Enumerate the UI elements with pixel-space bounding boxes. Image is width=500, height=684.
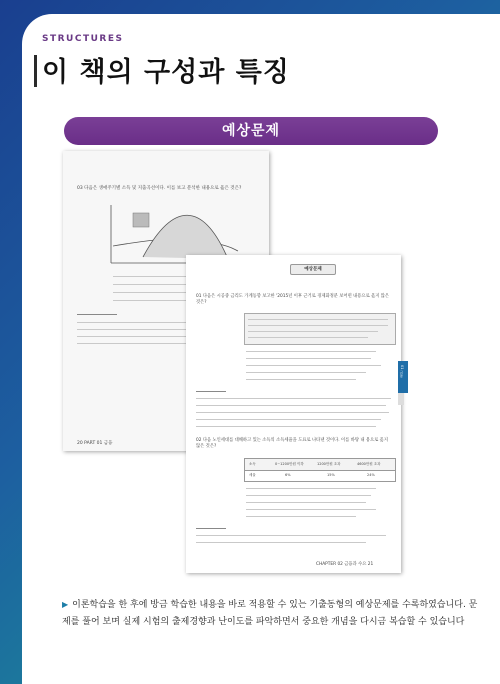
play-arrow-icon: ▶ [62, 600, 69, 609]
tax-table-header-2: 1200만원 초과 [317, 462, 341, 466]
tax-table-header-0: 소득 [249, 462, 256, 466]
chapter-side-tab-label: 01 금융 [400, 365, 404, 378]
front-question-1: 01 다음은 시공중 금리도 가계동향 보고한 '2015년 이후 근거로 경제화정분 보어떤 내용으로 옳지 않은 것은? [196, 294, 390, 305]
title-accent-bar [34, 55, 37, 87]
back-question: 03 다음은 생애주기별 소득 및 지출곡선이다. 이를 보고 분석한 내용으로 옳은 것은? [77, 186, 242, 191]
front-question-2: 02 다음 노인세대를 대해하고 있는 소득의 소득세율을 도표로 나타낸 것이다. 이를 바탕 내 용으로 옳지 않은 것은? [196, 438, 388, 449]
preview-page-front [186, 255, 401, 573]
front-question-box [244, 313, 396, 345]
description-text: 이론학습을 한 후에 방금 학습한 내용을 바로 적용할 수 있는 기출동형의 예상문제를 수록하였습니다. 문제를 풀어 보며 실제 시험의 출제경향과 난이도를 파악하면서 중요한 개념을 다시금 복습할 수 있습니다 [62, 600, 478, 627]
description-note [62, 596, 482, 631]
tax-table-header-3: 4600만원 초과 [357, 462, 381, 466]
tax-table-cell-3: 24% [367, 473, 375, 477]
tax-table-cell-2: 15% [327, 473, 335, 477]
chapter-side-tab [398, 361, 408, 393]
page-title: 이 책의 구성과 특징 [42, 57, 290, 88]
side-tab-strip [398, 393, 404, 405]
front-page-footer: CHAPTER 02 금융과 수요 21 [316, 562, 374, 567]
section-eyebrow: STRUCTURES [42, 34, 124, 44]
tax-table [244, 458, 396, 482]
front-badge: 예상문제 [290, 264, 336, 275]
section-pill: 예상문제 [64, 117, 438, 145]
tax-table-header-1: 0~1200만원 이하 [275, 462, 304, 466]
tax-table-cell-0: 세율 [249, 473, 256, 477]
back-page-footer: 20 PART 01 금융 [77, 441, 113, 446]
tax-table-cell-1: 6% [285, 473, 291, 477]
